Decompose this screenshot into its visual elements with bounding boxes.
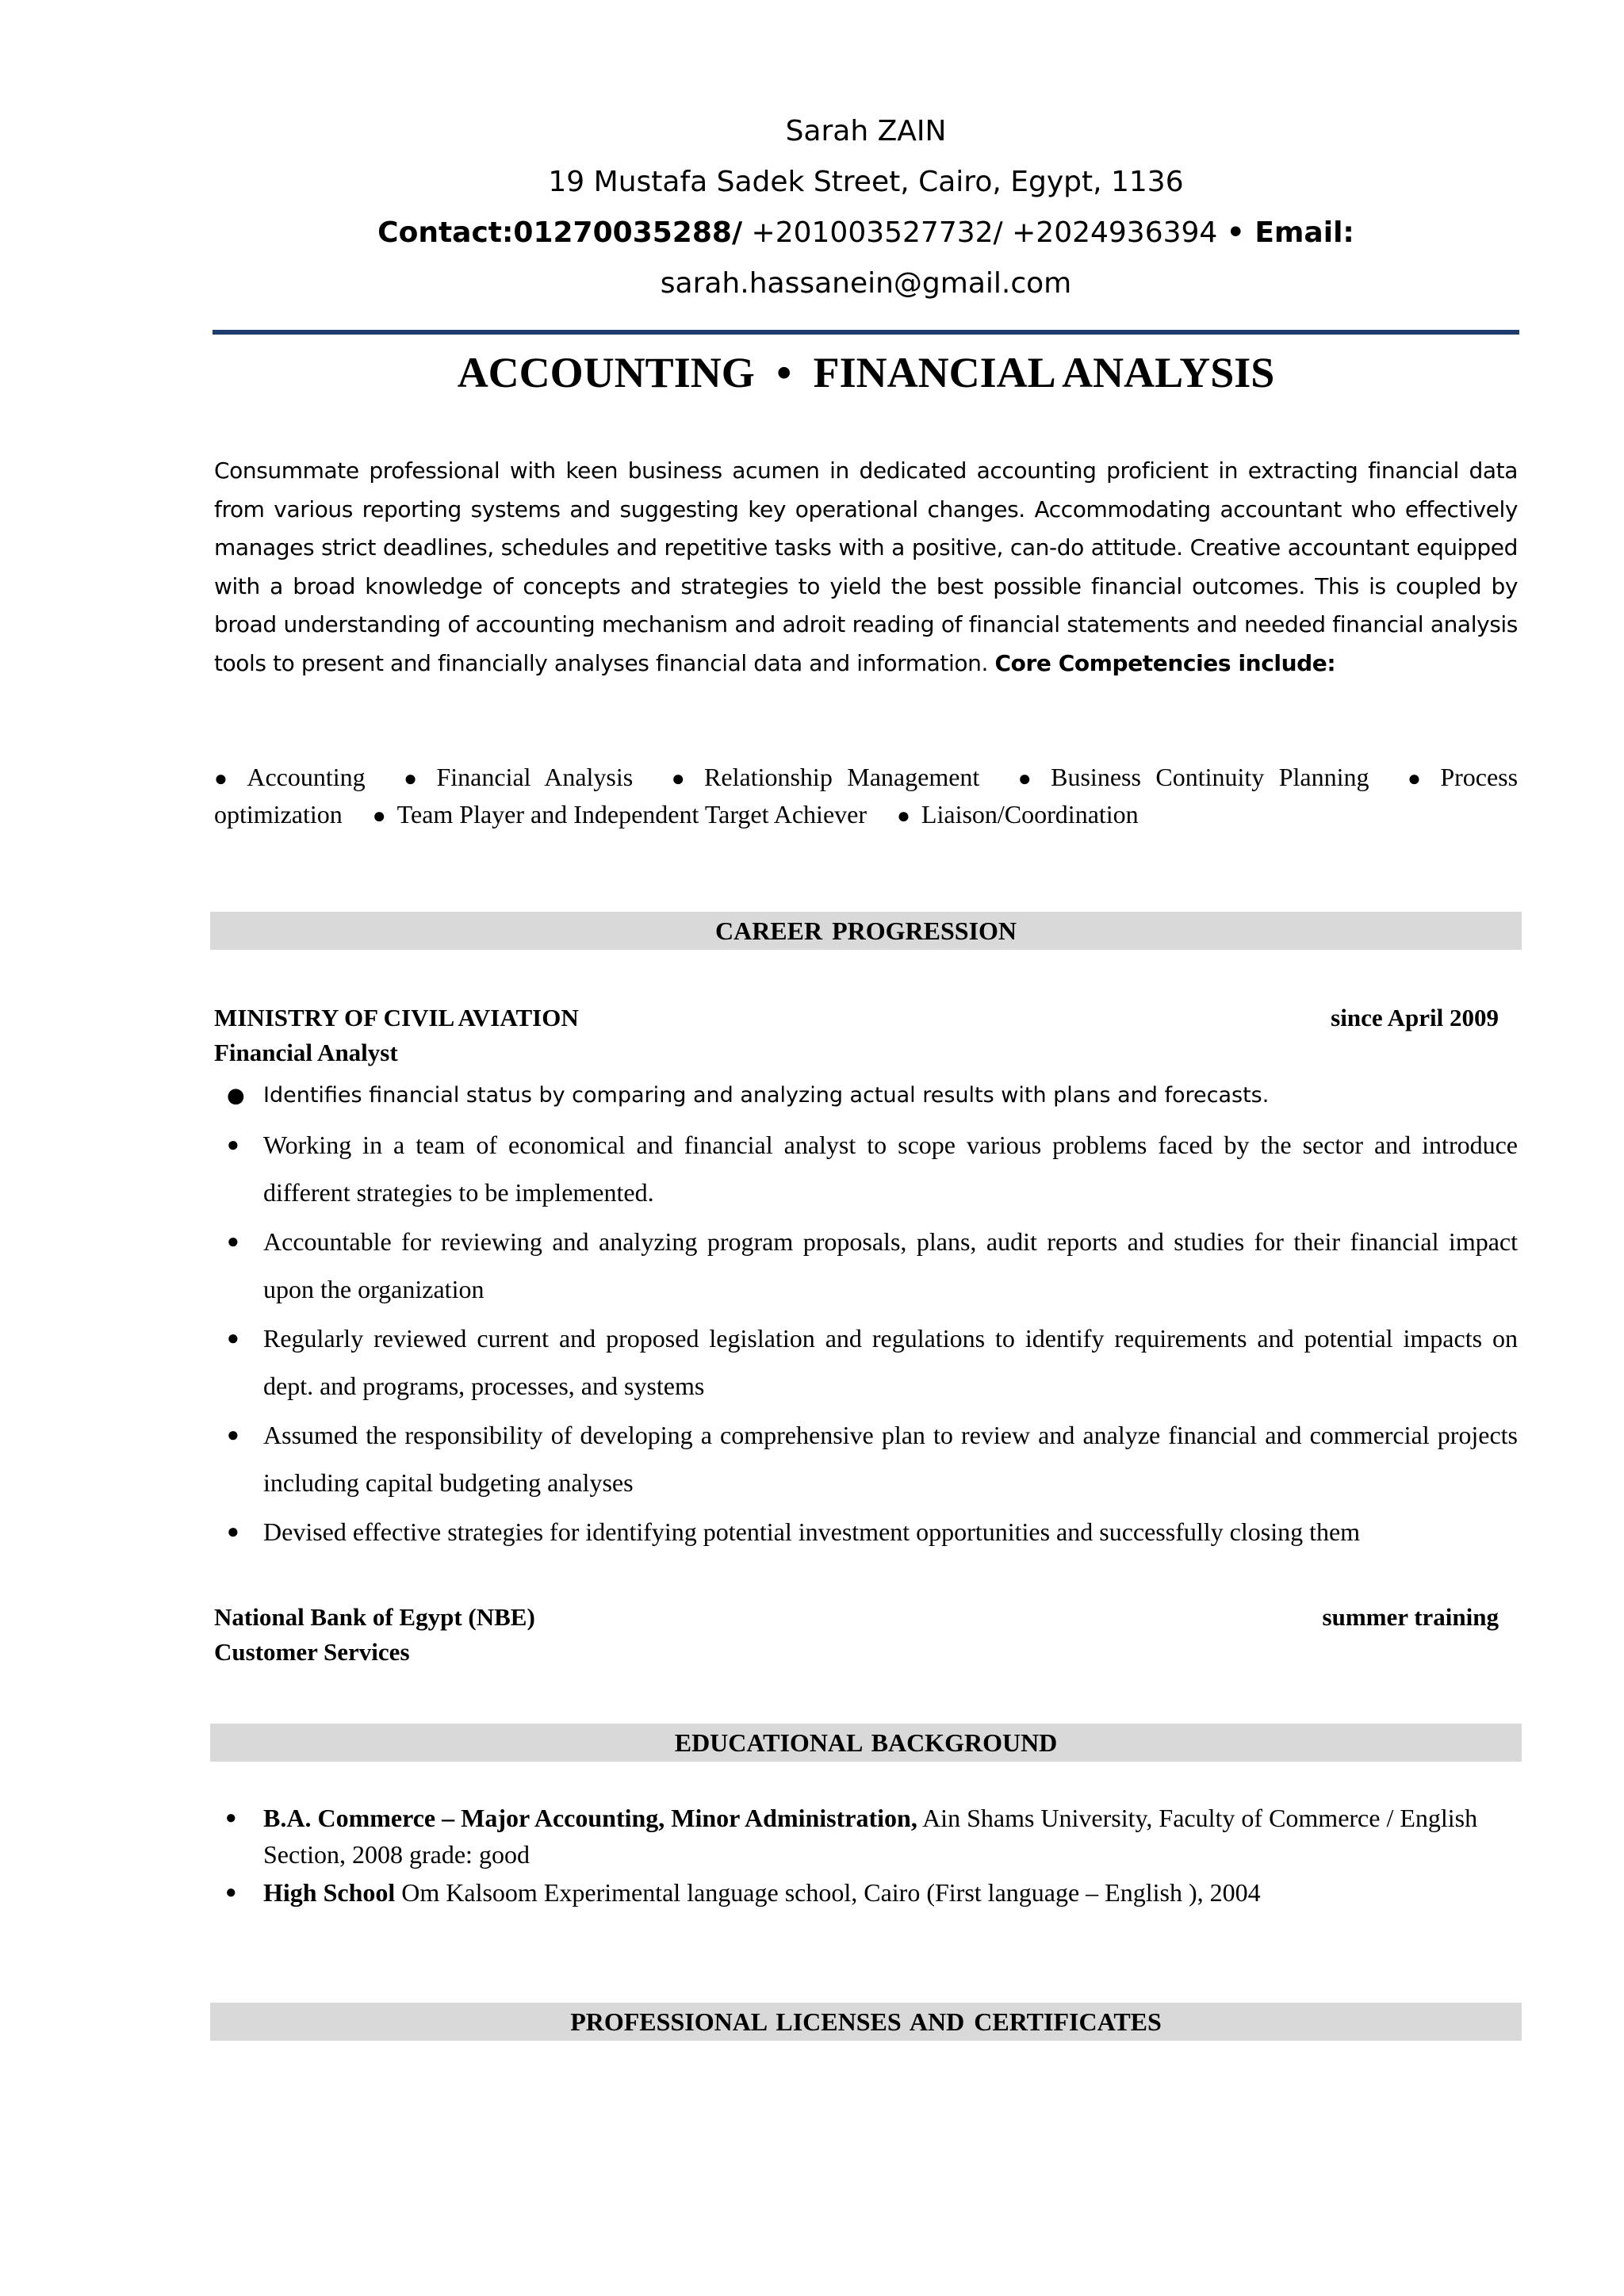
bullet-icon: ● — [671, 767, 694, 791]
bullet-icon: ● — [227, 1230, 239, 1253]
bullet-icon: ● — [897, 804, 910, 828]
list-item — [214, 1800, 1518, 1873]
competency-item: ● Business Continuity Planning — [1017, 763, 1369, 791]
bullet-icon: ● — [225, 1882, 237, 1903]
title-bullet: • — [776, 349, 792, 396]
competency-item: ● Team Player and Independent Target Achiever — [372, 800, 867, 828]
email-address[interactable]: sarah.hassanein@gmail.com — [660, 267, 1072, 300]
bullet-icon: ● — [404, 767, 426, 791]
bullet-icon: ● — [227, 1326, 239, 1349]
title-left: ACCOUNTING — [457, 349, 755, 396]
employer-name: National Bank of Egypt (NBE) — [214, 1603, 535, 1631]
header-divider — [213, 330, 1519, 335]
job-responsibilities — [214, 1072, 1518, 1557]
degree: B.A. Commerce – Major Accounting, Minor Administration, — [263, 1804, 917, 1832]
bullet-icon: ● — [214, 767, 236, 791]
title-right: FINANCIAL ANALYSIS — [813, 349, 1275, 396]
section-header-licenses: PROFESSIONAL LICENSES AND CERTIFICATES — [210, 2003, 1522, 2041]
bullet-icon: ● — [225, 1808, 237, 1828]
list-item: ● Identifies financial status by comparing and analyzing actual results with plans and forecasts. — [214, 1072, 1518, 1119]
list-item: ● Devised effective strategies for identifying potential investment opportunities and successfully closing them — [214, 1508, 1518, 1556]
contact-bullet: • — [1226, 216, 1245, 249]
summary-text: Consummate professional with keen business acumen in dedicated accounting proficient in extracting financial data from various reporting systems and suggesting key operational changes. Accommodating accountant who effectively manages strict deadlines, schedules and repetitive tasks with a positive, can-do attitude. Creative accountant equipped with a broad knowledge of concepts and strategies to yield the best possible financial outcomes. This is coupled by broad understanding of accounting mechanism and adroit reading of financial statements and needed financial analysis tools to present and financially analyses financial data and information. — [214, 457, 1518, 676]
contact-header — [213, 106, 1519, 309]
job-header — [214, 1001, 1499, 1035]
competency-item: ● Process optimization — [214, 763, 1519, 828]
employment-date: summer training — [1322, 1603, 1499, 1631]
competency-item: ● Relationship Management — [671, 763, 980, 791]
list-item: ● Regularly reviewed current and proposed legislation and regulations to identify requirements and potential impacts on dept. and programs, processes, and systems — [214, 1314, 1518, 1410]
bullet-icon: ● — [227, 1423, 239, 1446]
professional-summary — [214, 452, 1518, 683]
employer-name: MINISTRY OF CIVIL AVIATION — [214, 1004, 579, 1031]
bullet-icon: ● — [1017, 767, 1040, 791]
list-item — [214, 1874, 1518, 1911]
job-title: Customer Services — [214, 1638, 410, 1666]
page-title — [213, 341, 1519, 404]
contact-label: Contact: — [377, 216, 514, 249]
bullet-icon: ● — [1407, 767, 1430, 791]
contact-line — [213, 208, 1519, 258]
list-item: ● Assumed the responsibility of developing a comprehensive plan to review and analyze financial and commercial projects including capital budgeting analyses — [214, 1411, 1518, 1506]
list-item: ● Working in a team of economical and financial analyst to scope various problems faced by the sector and introduce different strategies to be implemented. — [214, 1121, 1518, 1216]
address: 19 Mustafa Sadek Street, Cairo, Egypt, 1136 — [548, 166, 1184, 198]
degree: High School — [263, 1878, 396, 1907]
phone-primary: 01270035288/ — [513, 216, 743, 249]
job-title: Financial Analyst — [214, 1039, 398, 1066]
section-header-education: EDUCATIONAL BACKGROUND — [210, 1724, 1522, 1762]
phone-secondary: +201003527732/ +2024936394 — [742, 216, 1227, 249]
institution: Ain Shams University, Faculty of Commerce / English Section, 2008 grade: good — [263, 1804, 1478, 1869]
job-header — [214, 1600, 1499, 1635]
education-list — [214, 1800, 1518, 1912]
bullet-icon: ● — [372, 804, 386, 828]
email-label: Email: — [1244, 216, 1354, 249]
bullet-icon: ● — [227, 1084, 245, 1108]
competency-list — [214, 760, 1518, 834]
bullet-icon: ● — [227, 1520, 239, 1543]
competency-item: ● Accounting — [214, 763, 366, 791]
competency-item: ● Financial Analysis — [404, 763, 634, 791]
employment-date: since April 2009 — [1331, 1004, 1499, 1031]
section-header-career: CAREER PROGRESSION — [210, 912, 1522, 950]
bullet-icon: ● — [227, 1133, 239, 1156]
institution: Om Kalsoom Experimental language school, Cairo (First language – English ), 2004 — [395, 1878, 1261, 1907]
core-competencies-label: Core Competencies include: — [994, 649, 1336, 676]
list-item: ● Accountable for reviewing and analyzing program proposals, plans, audit reports and studies for their financial impact upon the organization — [214, 1218, 1518, 1313]
competency-item: ● Liaison/Coordination — [897, 800, 1139, 828]
candidate-name: Sarah ZAIN — [785, 115, 947, 147]
